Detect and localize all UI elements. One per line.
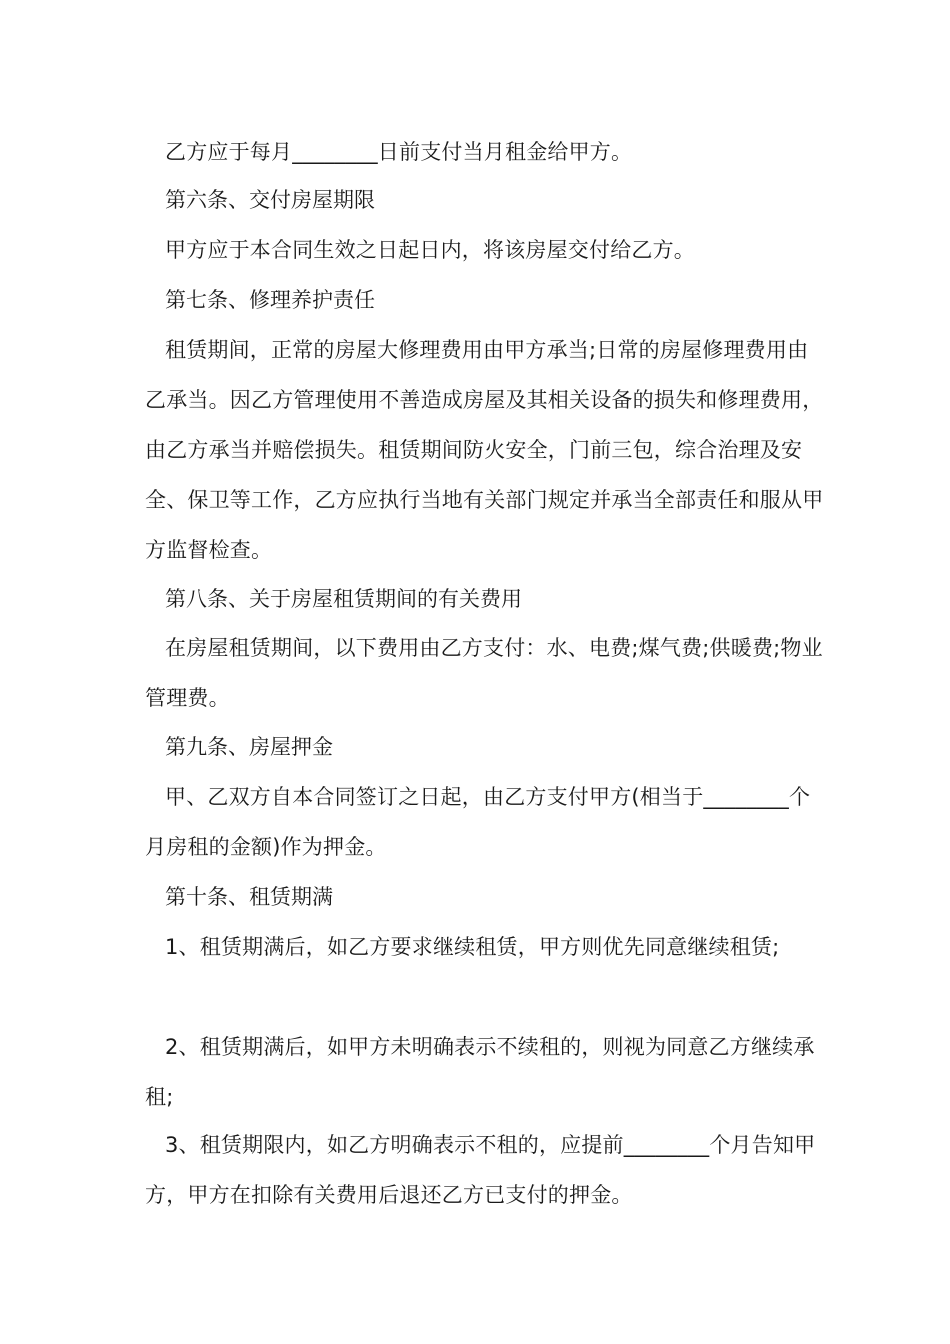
article-6-paragraph: 甲方应于本合同生效之日起日内，将该房屋交付给乙方。 bbox=[165, 238, 695, 262]
article-10-item-3: 3、租赁期限内，如乙方明确表示不租的，应提前________个月告知甲方，甲方在扣除有关费用后退还乙方已支付的押金。 bbox=[145, 1133, 816, 1207]
rent-payment-paragraph: 乙方应于每月________日前支付当月租金给甲方。 bbox=[165, 140, 633, 164]
article-10-item-1: 1、租赁期满后，如乙方要求继续租赁，甲方则优先同意继续租赁; bbox=[165, 935, 780, 959]
article-7-paragraph: 租赁期间，正常的房屋大修理费用由甲方承当;日常的房屋修理费用由乙承当。因乙方管理使用不善造成房屋及其相关设备的损失和修理费用，由乙方承当并赔偿损失。租赁期间防火安全，门前三包，综合治理及安全、保卫等工作，乙方应执行当地有关部门规定并承当全部责任和服从甲方监督检查。 bbox=[145, 338, 824, 562]
article-8-heading: 第八条、关于房屋租赁期间的有关费用 bbox=[165, 587, 522, 611]
article-8-paragraph: 在房屋租赁期间，以下费用由乙方支付：水、电费;煤气费;供暖费;物业管理费。 bbox=[145, 636, 823, 710]
article-10-item-2: 2、租赁期满后，如甲方未明确表示不续租的，则视为同意乙方继续承租; bbox=[145, 1035, 815, 1109]
article-7-heading: 第七条、修理养护责任 bbox=[165, 288, 375, 312]
article-10-heading: 第十条、租赁期满 bbox=[165, 885, 333, 909]
article-6-heading: 第六条、交付房屋期限 bbox=[165, 188, 375, 212]
article-9-heading: 第九条、房屋押金 bbox=[165, 735, 333, 759]
article-9-paragraph: 甲、乙双方自本合同签订之日起，由乙方支付甲方(相当于________个月房租的金额)作为押金。 bbox=[145, 785, 811, 859]
